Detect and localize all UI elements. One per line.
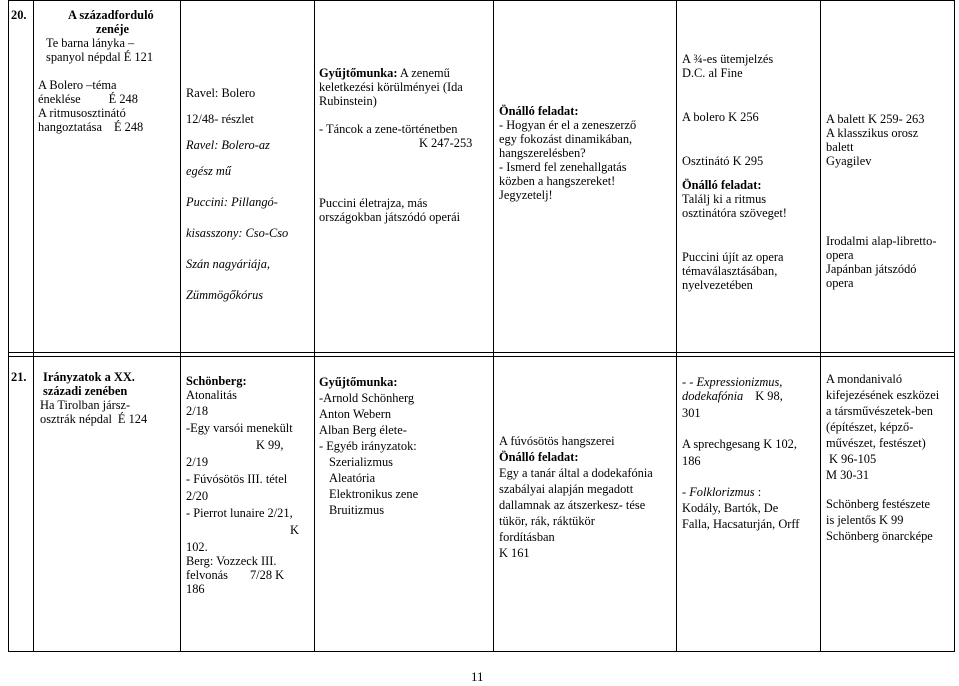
col-line-0 <box>8 0 9 652</box>
concept-line: Puccini újít az opera <box>682 250 784 264</box>
col-line-2 <box>180 0 181 652</box>
task-line: közben a hangszereket! <box>499 174 616 188</box>
concept-line: osztinátóra szöveget! <box>682 206 787 220</box>
concept-line: D.C. al Fine <box>682 66 743 80</box>
task-line: éneklése É 248 <box>38 92 138 106</box>
collection-line: keletkezési körülményei (Ida <box>319 80 463 94</box>
task-line: Egy a tanár által a dodekafónia <box>499 466 653 480</box>
row-divider-top <box>8 352 955 353</box>
row21-concepts-cell <box>682 375 799 531</box>
row21-topic-cell <box>40 370 147 426</box>
listening-item: felvonás 7/28 K <box>186 568 285 582</box>
collection-line: Bruitizmus <box>329 503 385 517</box>
lesson-number: 21. <box>11 370 27 384</box>
connection-line: M 30-31 <box>826 468 870 482</box>
task-line: egy fokozást dinamikában, <box>499 132 633 146</box>
collection-line: K 247-253 <box>419 136 473 150</box>
col-line-3 <box>314 0 315 652</box>
table-border-bottom <box>8 651 955 652</box>
song-line: Te barna lányka – <box>46 36 135 50</box>
task-line: hangoztatása É 248 <box>38 120 144 134</box>
concept-line: Osztinátó K 295 <box>682 154 764 168</box>
concept-line: témaválasztásában, <box>682 264 778 278</box>
concept-line: A sprechgesang K 102, <box>682 437 797 451</box>
concept-line: Találj ki a ritmus <box>682 192 767 206</box>
listening-item: -Egy varsói menekült <box>186 421 293 435</box>
collection-line: Elektronikus zene <box>329 487 419 501</box>
col-line-4 <box>493 0 494 652</box>
connection-line: Gyagilev <box>826 154 872 168</box>
task-heading: Önálló feladat: <box>682 178 762 192</box>
connection-line: A mondanivaló <box>826 372 903 386</box>
task-line: fordításban <box>499 530 555 544</box>
listening-item: Ravel: Bolero-az <box>186 138 270 152</box>
listening-item: Ravel: Bolero <box>186 86 256 100</box>
song-line: Ha Tirolban jársz- <box>40 398 131 412</box>
lesson-number: 20. <box>11 8 27 22</box>
listening-item: Berg: Vozzeck III. <box>186 554 277 568</box>
listening-item: Szán nagyáriája, <box>186 257 270 271</box>
collection-line: - Táncok a zene-történetben <box>319 122 458 136</box>
concept-line: nyelvezetében <box>682 278 753 292</box>
listening-item: K <box>290 523 299 537</box>
listening-item: - Fúvósötös III. tétel <box>186 472 288 486</box>
row21-listening-cell <box>186 374 299 596</box>
row20-topic-cell <box>38 8 178 134</box>
task-line: Jegyzetelj! <box>499 188 553 202</box>
col-line-1 <box>33 0 34 652</box>
row20-connections-cell <box>826 112 936 290</box>
listening-item: Atonalitás <box>186 388 237 402</box>
connection-line: K 96-105 <box>829 452 877 466</box>
collection-line: -Arnold Schönherg <box>319 391 415 405</box>
composer-heading: Schönberg: <box>186 374 247 388</box>
listening-item: Zümmögőkórus <box>186 288 264 302</box>
listening-item: 102. <box>186 540 208 554</box>
concept-line: A ¾-es ütemjelzés <box>682 52 774 66</box>
collection-line: Aleatória <box>329 471 376 485</box>
listening-item: - Pierrot lunaire 2/21, <box>186 506 293 520</box>
listening-item: 2/19 <box>186 455 209 469</box>
task-line: K 161 <box>499 546 530 560</box>
connection-line: Japánban játszódó <box>826 262 917 276</box>
listening-item: 2/18 <box>186 404 209 418</box>
row-divider-bottom <box>8 356 955 357</box>
row20-listening-cell <box>186 86 288 302</box>
connection-line: Schönberg festészete <box>826 497 931 511</box>
connection-line: a társművészetek-ben <box>826 404 933 418</box>
task-line: A Bolero –téma <box>38 78 117 92</box>
concept-line: Falla, Hacsaturján, Orff <box>682 517 800 531</box>
page-number: 11 <box>471 669 484 684</box>
listening-item: 186 <box>186 582 205 596</box>
listening-item: K 99, <box>256 438 284 452</box>
listening-item: 12/48- részlet <box>186 112 254 126</box>
connection-line: Irodalmi alap-libretto- <box>826 234 937 248</box>
lesson-title: századi zenében <box>43 384 128 398</box>
listening-item: 2/20 <box>186 489 209 503</box>
task-line: szabályai alapján megadott <box>499 482 634 496</box>
concept-line: 301 <box>682 406 701 420</box>
row20-task-cell <box>499 104 636 202</box>
connection-line: A klasszikus orosz <box>826 126 919 140</box>
row21-connections-cell <box>826 370 939 543</box>
collection-line: Rubinstein) <box>319 94 377 108</box>
task-line: A fúvósötös hangszerei <box>499 434 615 448</box>
connection-line: A balett K 259- 263 <box>826 112 925 126</box>
connection-line: opera <box>826 248 854 262</box>
task-line: A ritmusosztinátó <box>38 106 126 120</box>
collection-heading: Gyűjtőmunka: <box>319 375 398 389</box>
collection-line: országokban játszódó operái <box>319 210 461 224</box>
connection-line: balett <box>826 140 854 154</box>
concept-line: - Folklorizmus : <box>682 485 762 499</box>
row21-collection-cell <box>319 375 418 517</box>
connection-line: kifejezésének eszközei <box>826 388 940 402</box>
table-border-top <box>8 0 955 1</box>
lesson-plan-table <box>8 0 955 652</box>
col-line-5 <box>676 0 677 652</box>
collection-line: Alban Berg élete- <box>319 423 407 437</box>
task-line: - Hogyan ér el a zeneszerző <box>499 118 637 132</box>
lesson-title: Irányzatok a XX. <box>43 370 135 384</box>
listening-item: egész mű <box>186 164 232 178</box>
connection-line: opera <box>826 276 854 290</box>
concept-line: A bolero K 256 <box>682 110 759 124</box>
row20-concepts-cell <box>682 52 787 292</box>
task-line: dallamnak az átszerkesz- tése <box>499 498 646 512</box>
connection-line: Schönberg önarcképe <box>826 529 933 543</box>
concept-line: - - Expressionizmus, <box>682 375 783 389</box>
task-heading: Önálló feladat: <box>499 104 579 118</box>
row20-collection-cell <box>319 66 472 224</box>
task-line: - Ismerd fel zenehallgatás <box>499 160 627 174</box>
concept-line: Kodály, Bartók, De <box>682 501 779 515</box>
song-line: osztrák népdal É 124 <box>40 412 148 426</box>
row21-task-cell <box>499 434 653 560</box>
col-line-7 <box>954 0 955 652</box>
song-line: spanyol népdal É 121 <box>46 50 154 64</box>
collection-line: - Egyéb irányzatok: <box>319 439 417 453</box>
task-line: tükör, rák, ráktükör <box>499 514 595 528</box>
listening-item: Puccini: Pillangó- <box>186 195 278 209</box>
collection-line: Szerializmus <box>329 455 393 469</box>
task-heading: Önálló feladat: <box>499 450 579 464</box>
collection-line: Puccini életrajza, más <box>319 196 428 210</box>
connection-line: is jelentős K 99 <box>826 513 904 527</box>
concept-line: 186 <box>682 454 701 468</box>
lesson-title: A századforduló <box>68 8 154 22</box>
connection-line: (építészet, képző- <box>826 420 914 434</box>
collection-line: Gyűjtőmunka: A zenemű <box>319 66 450 80</box>
lesson-title: zenéje <box>96 22 130 36</box>
task-line: hangszerelésben? <box>499 146 586 160</box>
collection-line: Anton Webern <box>319 407 392 421</box>
listening-item: kisasszony: Cso-Cso <box>186 226 289 240</box>
connection-line: művészet, festészet) <box>826 436 926 450</box>
concept-line: dodekafónia K 98, <box>682 389 783 403</box>
col-line-6 <box>820 0 821 652</box>
